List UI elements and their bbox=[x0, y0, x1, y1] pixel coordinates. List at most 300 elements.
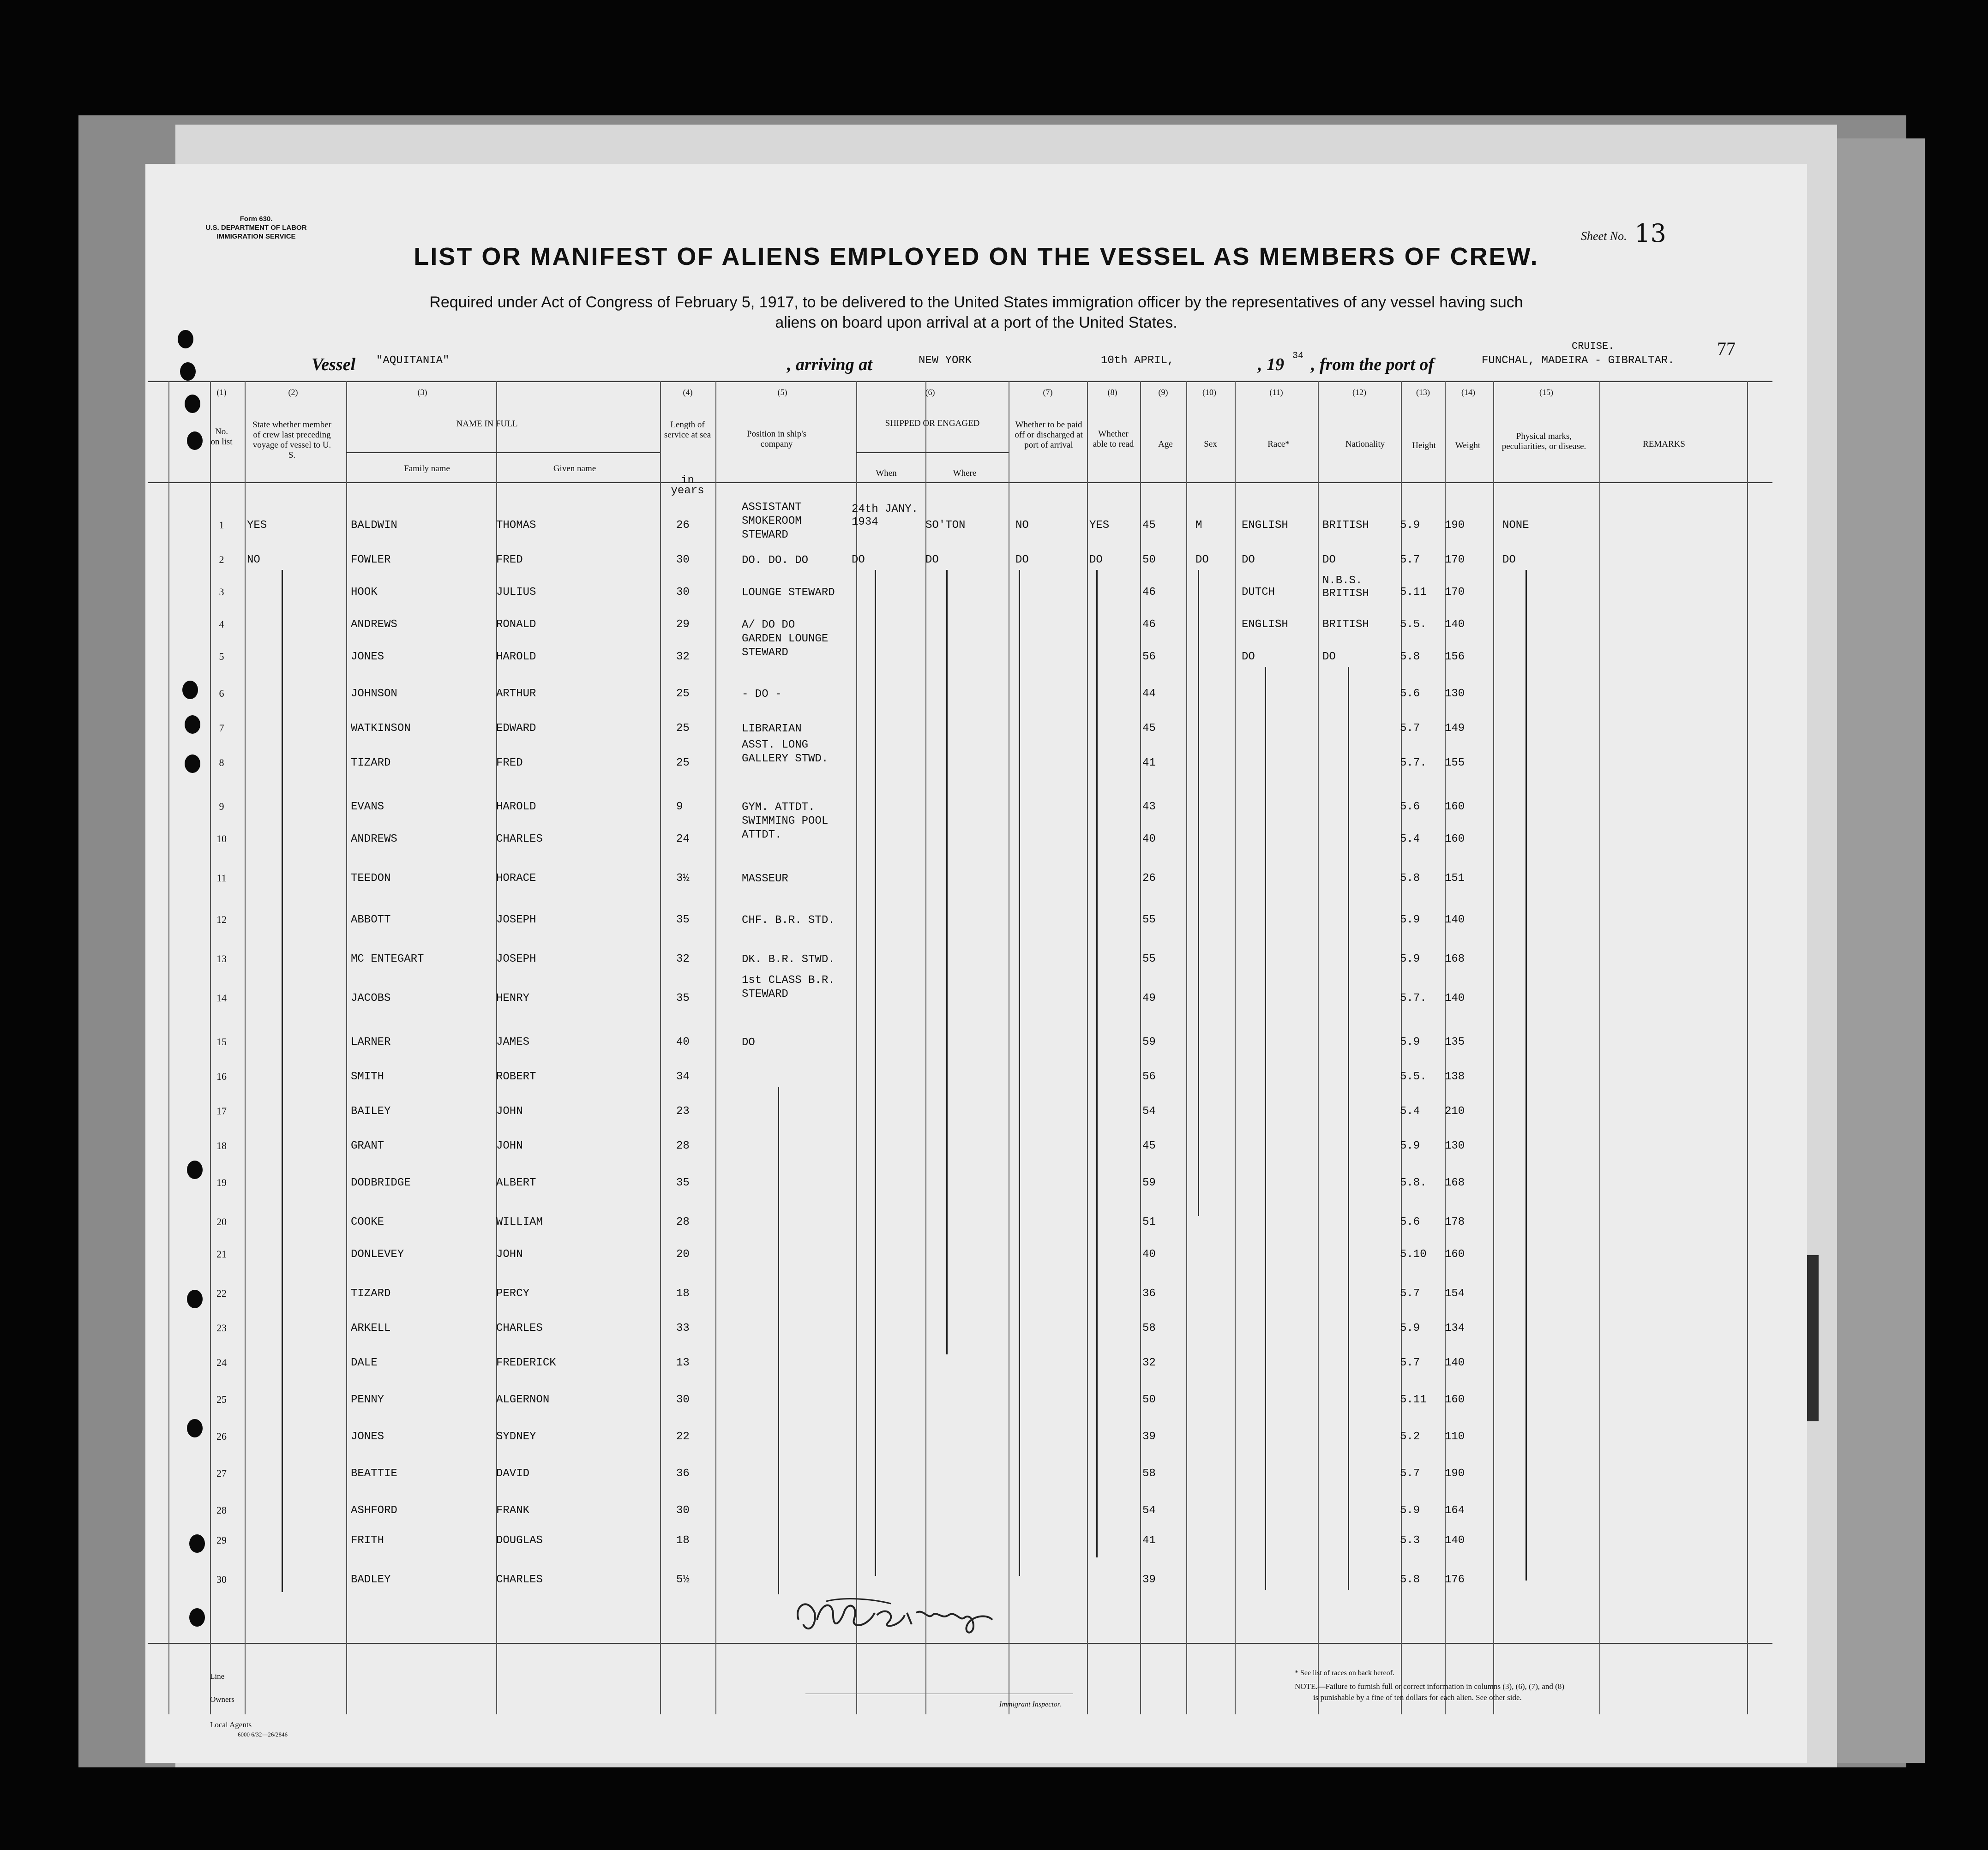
service-years-cell: 35 bbox=[676, 1177, 690, 1189]
form-identifier bbox=[182, 215, 330, 241]
given-name-cell: HAROLD bbox=[496, 651, 536, 663]
sex-cell: DO bbox=[1195, 554, 1209, 566]
footer-note-line-1: NOTE.—Failure to furnish full or correct information in columns (3), (6), (7), and (8) bbox=[1295, 1682, 1564, 1691]
weight-cell: 160 bbox=[1445, 1394, 1465, 1406]
position-cell: ASST. LONG GALLERY STWD. bbox=[742, 739, 829, 765]
position-cell: DO. DO. DO bbox=[742, 554, 809, 567]
height-cell: 5.9 bbox=[1400, 914, 1420, 926]
row-number: 17 bbox=[216, 1105, 227, 1117]
service-years-cell: 30 bbox=[676, 586, 690, 599]
ditto-stroke bbox=[1198, 570, 1199, 1216]
service-label: IMMIGRATION SERVICE bbox=[216, 233, 296, 240]
age-cell: 40 bbox=[1142, 1248, 1156, 1261]
age-cell: 45 bbox=[1142, 1140, 1156, 1152]
punch-hole bbox=[178, 330, 193, 348]
able-to-read-cell: YES bbox=[1089, 519, 1110, 532]
row-number: 7 bbox=[219, 722, 224, 734]
column-number: (15) bbox=[1539, 388, 1553, 397]
height-cell: 5.6 bbox=[1400, 1216, 1420, 1228]
family-name-cell: FOWLER bbox=[351, 554, 391, 566]
height-cell: 5.7 bbox=[1400, 722, 1420, 735]
header-in-years: in years bbox=[671, 474, 704, 497]
family-name-cell: JONES bbox=[351, 651, 384, 663]
column-divider bbox=[856, 381, 857, 1714]
weight-cell: 155 bbox=[1445, 757, 1465, 769]
age-cell: 50 bbox=[1142, 1394, 1156, 1406]
sex-cell: M bbox=[1195, 519, 1202, 532]
height-cell: 5.3 bbox=[1400, 1534, 1420, 1547]
ditto-stroke bbox=[778, 1087, 779, 1594]
service-years-cell: 35 bbox=[676, 992, 690, 1005]
punch-hole bbox=[189, 1608, 205, 1627]
age-cell: 36 bbox=[1142, 1287, 1156, 1300]
column-number: (5) bbox=[777, 388, 787, 397]
sheet-number-value: 13 bbox=[1634, 219, 1666, 248]
age-cell: 59 bbox=[1142, 1036, 1156, 1048]
column-number: (12) bbox=[1352, 388, 1366, 397]
ditto-stroke bbox=[1096, 570, 1098, 1557]
header-paid-off: Whether to be paid off or discharged at port of arrival bbox=[1015, 420, 1083, 450]
shipped-when-cell: 24th JANY. 1934 bbox=[852, 503, 919, 528]
weight-cell: 149 bbox=[1445, 722, 1465, 735]
row-number: 18 bbox=[216, 1140, 227, 1151]
shipped-when-cell: DO bbox=[852, 554, 865, 566]
height-cell: 5.6 bbox=[1400, 801, 1420, 813]
header-remarks: REMARKS bbox=[1643, 439, 1685, 449]
row-number: 30 bbox=[216, 1574, 227, 1585]
row-number: 9 bbox=[219, 801, 224, 812]
punch-hole bbox=[185, 395, 200, 413]
header-no-on-list: No. on list bbox=[210, 427, 233, 447]
family-name-cell: TIZARD bbox=[351, 1287, 391, 1300]
weight-cell: 140 bbox=[1445, 992, 1465, 1005]
header-where: Where bbox=[953, 468, 977, 478]
position-cell: A/ DO DO bbox=[742, 619, 795, 631]
height-cell: 5.9 bbox=[1400, 1322, 1420, 1335]
service-years-cell: 9 bbox=[676, 801, 683, 813]
height-cell: 5.11 bbox=[1400, 586, 1427, 599]
family-name-cell: ABBOTT bbox=[351, 914, 391, 926]
table-bottom-rule bbox=[148, 1643, 1772, 1644]
paid-off-cell: NO bbox=[1015, 519, 1029, 532]
header-given-name: Given name bbox=[553, 464, 596, 473]
weight-cell: 130 bbox=[1445, 688, 1465, 700]
position-cell: CHF. B.R. STD. bbox=[742, 914, 835, 927]
age-cell: 32 bbox=[1142, 1357, 1156, 1369]
given-name-cell: FRED bbox=[496, 554, 523, 566]
given-name-cell: CHARLES bbox=[496, 1574, 543, 1586]
ditto-stroke bbox=[946, 570, 948, 1354]
able-to-read-cell: DO bbox=[1089, 554, 1103, 566]
row-number: 2 bbox=[219, 554, 224, 565]
header-able-to-read: Whether able to read bbox=[1093, 429, 1134, 449]
service-years-cell: 5½ bbox=[676, 1574, 690, 1586]
position-cell: GARDEN LOUNGE STEWARD bbox=[742, 633, 829, 659]
column-number: (13) bbox=[1416, 388, 1430, 397]
given-name-cell: JOSEPH bbox=[496, 914, 536, 926]
column-number: (2) bbox=[288, 388, 298, 397]
family-name-cell: ASHFORD bbox=[351, 1504, 397, 1517]
weight-cell: 140 bbox=[1445, 618, 1465, 631]
service-years-cell: 32 bbox=[676, 651, 690, 663]
sheet-number bbox=[1581, 217, 1666, 246]
age-cell: 39 bbox=[1142, 1431, 1156, 1443]
service-years-cell: 25 bbox=[676, 688, 690, 700]
service-years-cell: 33 bbox=[676, 1322, 690, 1335]
weight-cell: 140 bbox=[1445, 1357, 1465, 1369]
arriving-label: , arriving at bbox=[787, 355, 872, 374]
row-number: 26 bbox=[216, 1431, 227, 1442]
year-label: , 19 bbox=[1258, 355, 1284, 374]
height-cell: 5.10 bbox=[1400, 1248, 1427, 1261]
position-cell: - DO - bbox=[742, 688, 782, 700]
row-number: 27 bbox=[216, 1467, 227, 1479]
given-name-cell: HORACE bbox=[496, 872, 536, 885]
row-number: 10 bbox=[216, 833, 227, 844]
weight-cell: 160 bbox=[1445, 1248, 1465, 1261]
position-cell: DK. B.R. STWD. bbox=[742, 953, 835, 966]
given-name-cell: FRED bbox=[496, 757, 523, 769]
height-cell: 5.2 bbox=[1400, 1431, 1420, 1443]
family-name-cell: TEEDON bbox=[351, 872, 391, 885]
age-cell: 45 bbox=[1142, 722, 1156, 735]
column-number: (11) bbox=[1269, 388, 1283, 397]
departure-port: FUNCHAL, MADEIRA - GIBRALTAR. bbox=[1482, 354, 1675, 367]
given-name-cell: CHARLES bbox=[496, 1322, 543, 1335]
height-cell: 5.7 bbox=[1400, 1357, 1420, 1369]
position-cell: DO bbox=[742, 1036, 755, 1049]
header-shipped-engaged: SHIPPED OR ENGAGED bbox=[885, 419, 980, 428]
position-cell: LIBRARIAN bbox=[742, 723, 802, 735]
cruise-note: CRUISE. bbox=[1572, 341, 1615, 352]
given-name-cell: JOHN bbox=[496, 1140, 523, 1152]
height-cell: 5.8 bbox=[1400, 1574, 1420, 1586]
ditto-stroke bbox=[1019, 570, 1020, 1576]
footer-race-note: * See list of races on back hereof. bbox=[1295, 1669, 1394, 1677]
weight-cell: 176 bbox=[1445, 1574, 1465, 1586]
footer-agents-label: Local Agents bbox=[210, 1720, 252, 1729]
height-cell: 5.9 bbox=[1400, 519, 1420, 532]
position-cell: SWIMMING POOL ATTDT. bbox=[742, 815, 829, 841]
header-member-prev: State whether member of crew last preceding voyage of vessel to U. S. bbox=[252, 420, 331, 460]
family-name-cell: SMITH bbox=[351, 1071, 384, 1083]
nationality-cell: BRITISH bbox=[1322, 618, 1369, 631]
from-port-label: , from the port of bbox=[1311, 355, 1435, 374]
column-number: (6) bbox=[925, 388, 935, 397]
given-name-cell: WILLIAM bbox=[496, 1216, 543, 1228]
punch-hole bbox=[185, 754, 200, 773]
height-cell: 5.8. bbox=[1400, 1177, 1427, 1189]
family-name-cell: MC ENTEGART bbox=[351, 953, 424, 965]
row-number: 20 bbox=[216, 1216, 227, 1227]
given-name-cell: THOMAS bbox=[496, 519, 536, 532]
footer-owners-label: Owners bbox=[210, 1695, 234, 1704]
given-name-cell: JOHN bbox=[496, 1248, 523, 1261]
service-years-cell: 22 bbox=[676, 1431, 690, 1443]
vessel-name: "AQUITANIA" bbox=[376, 354, 450, 367]
weight-cell: 190 bbox=[1445, 519, 1465, 532]
paid-off-cell: DO bbox=[1015, 554, 1029, 566]
height-cell: 5.6 bbox=[1400, 688, 1420, 700]
service-years-cell: 18 bbox=[676, 1534, 690, 1547]
height-cell: 5.11 bbox=[1400, 1394, 1427, 1406]
row-number: 11 bbox=[216, 872, 227, 884]
nationality-cell: N.B.S. BRITISH bbox=[1322, 575, 1369, 600]
column-number: (7) bbox=[1043, 388, 1053, 397]
column-divider bbox=[1140, 381, 1141, 1714]
given-name-cell: JULIUS bbox=[496, 586, 536, 599]
given-name-cell: EDWARD bbox=[496, 722, 536, 735]
row-number: 23 bbox=[216, 1322, 227, 1334]
height-cell: 5.7. bbox=[1400, 992, 1427, 1005]
age-cell: 40 bbox=[1142, 833, 1156, 845]
given-name-cell: SYDNEY bbox=[496, 1431, 536, 1443]
form-number: Form 630. bbox=[240, 215, 273, 223]
column-number: (1) bbox=[216, 388, 227, 397]
ditto-stroke bbox=[875, 570, 876, 1576]
given-name-cell: ALBERT bbox=[496, 1177, 536, 1189]
family-name-cell: TIZARD bbox=[351, 757, 391, 769]
service-years-cell: 23 bbox=[676, 1105, 690, 1118]
column-divider bbox=[1318, 381, 1319, 1714]
weight-cell: 160 bbox=[1445, 833, 1465, 845]
service-years-cell: 3½ bbox=[676, 872, 690, 885]
header-length-service: Length of service at sea bbox=[664, 420, 711, 440]
age-cell: 26 bbox=[1142, 872, 1156, 885]
column-divider bbox=[168, 381, 169, 1714]
race-cell: DO bbox=[1242, 554, 1255, 566]
weight-cell: 156 bbox=[1445, 651, 1465, 663]
column-divider bbox=[925, 381, 926, 1714]
service-years-cell: 26 bbox=[676, 519, 690, 532]
height-cell: 5.7 bbox=[1400, 1287, 1420, 1300]
given-name-cell: FREDERICK bbox=[496, 1357, 556, 1369]
given-name-cell: PERCY bbox=[496, 1287, 530, 1300]
age-cell: 41 bbox=[1142, 757, 1156, 769]
family-name-cell: DALE bbox=[351, 1357, 378, 1369]
family-name-cell: FRITH bbox=[351, 1534, 384, 1547]
age-cell: 56 bbox=[1142, 1071, 1156, 1083]
row-number: 19 bbox=[216, 1177, 227, 1188]
age-cell: 56 bbox=[1142, 651, 1156, 663]
weight-cell: 170 bbox=[1445, 586, 1465, 599]
family-name-cell: GRANT bbox=[351, 1140, 384, 1152]
age-cell: 58 bbox=[1142, 1322, 1156, 1335]
row-number: 22 bbox=[216, 1287, 227, 1299]
weight-cell: 170 bbox=[1445, 554, 1465, 566]
row-number: 14 bbox=[216, 992, 227, 1004]
row-number: 4 bbox=[219, 618, 224, 630]
voyage-line bbox=[312, 341, 1766, 378]
family-name-cell: DONLEVEY bbox=[351, 1248, 404, 1261]
height-cell: 5.5. bbox=[1400, 1071, 1427, 1083]
given-name-cell: JAMES bbox=[496, 1036, 530, 1048]
age-cell: 49 bbox=[1142, 992, 1156, 1005]
weight-cell: 138 bbox=[1445, 1071, 1465, 1083]
weight-cell: 134 bbox=[1445, 1322, 1465, 1335]
manifest-page bbox=[145, 164, 1807, 1763]
service-years-cell: 40 bbox=[676, 1036, 690, 1048]
row-number: 12 bbox=[216, 914, 227, 925]
subtitle-line-1: Required under Act of Congress of February 5, 1917, to be delivered to the United States immigration officer by the representatives of any vessel having such bbox=[429, 293, 1523, 311]
weight-cell: 140 bbox=[1445, 914, 1465, 926]
row-number: 8 bbox=[219, 757, 224, 768]
punch-hole bbox=[180, 362, 196, 381]
weight-cell: 160 bbox=[1445, 801, 1465, 813]
family-name-cell: WATKINSON bbox=[351, 722, 411, 735]
row-number: 29 bbox=[216, 1534, 227, 1546]
page-subtitle bbox=[284, 292, 1669, 333]
height-cell: 5.9 bbox=[1400, 1036, 1420, 1048]
given-name-cell: JOSEPH bbox=[496, 953, 536, 965]
height-cell: 5.5. bbox=[1400, 618, 1427, 631]
nationality-cell: DO bbox=[1322, 651, 1336, 663]
age-cell: 44 bbox=[1142, 688, 1156, 700]
age-cell: 46 bbox=[1142, 618, 1156, 631]
service-years-cell: 34 bbox=[676, 1071, 690, 1083]
ditto-stroke bbox=[1526, 570, 1527, 1581]
header-height: Height bbox=[1412, 441, 1436, 450]
weight-cell: 135 bbox=[1445, 1036, 1465, 1048]
race-cell: DUTCH bbox=[1242, 586, 1275, 599]
column-divider bbox=[1087, 381, 1088, 1714]
height-cell: 5.8 bbox=[1400, 872, 1420, 885]
header-sex: Sex bbox=[1204, 439, 1217, 449]
header-age: Age bbox=[1158, 439, 1173, 449]
header-physical-marks: Physical marks, peculiarities, or disease. bbox=[1502, 431, 1586, 451]
punch-hole bbox=[189, 1534, 205, 1553]
page-title: LIST OR MANIFEST OF ALIENS EMPLOYED ON THE VESSEL AS MEMBERS OF CREW. bbox=[414, 243, 1539, 270]
height-cell: 5.9 bbox=[1400, 953, 1420, 965]
physical-marks-cell: DO bbox=[1502, 554, 1516, 566]
given-name-cell: ALGERNON bbox=[496, 1394, 550, 1406]
inspector-signature bbox=[789, 1587, 1029, 1643]
weight-cell: 164 bbox=[1445, 1504, 1465, 1517]
service-years-cell: 25 bbox=[676, 722, 690, 735]
column-number: (4) bbox=[683, 388, 693, 397]
service-years-cell: 28 bbox=[676, 1216, 690, 1228]
page-number: 77 bbox=[1717, 338, 1736, 359]
header-sub-rule bbox=[346, 452, 660, 453]
family-name-cell: ARKELL bbox=[351, 1322, 391, 1335]
column-divider bbox=[660, 381, 661, 1714]
family-name-cell: BEATTIE bbox=[351, 1467, 397, 1480]
punch-hole bbox=[187, 1419, 203, 1437]
race-cell: DO bbox=[1242, 651, 1255, 663]
column-number: (9) bbox=[1158, 388, 1168, 397]
race-cell: ENGLISH bbox=[1242, 618, 1288, 631]
family-name-cell: ANDREWS bbox=[351, 833, 397, 845]
vessel-label: Vessel bbox=[312, 355, 355, 374]
given-name-cell: HAROLD bbox=[496, 801, 536, 813]
header-weight: Weight bbox=[1455, 441, 1481, 450]
weight-cell: 151 bbox=[1445, 872, 1465, 885]
age-cell: 39 bbox=[1142, 1574, 1156, 1586]
column-divider bbox=[1747, 381, 1748, 1714]
row-number: 6 bbox=[219, 688, 224, 699]
shipped-where-cell: SO'TON bbox=[925, 519, 966, 532]
family-name-cell: ANDREWS bbox=[351, 618, 397, 631]
member-prev-cell: YES bbox=[247, 519, 267, 532]
header-top-rule bbox=[148, 381, 1772, 382]
weight-cell: 210 bbox=[1445, 1105, 1465, 1118]
age-cell: 51 bbox=[1142, 1216, 1156, 1228]
given-name-cell: ARTHUR bbox=[496, 688, 536, 700]
service-years-cell: 30 bbox=[676, 1394, 690, 1406]
given-name-cell: DOUGLAS bbox=[496, 1534, 543, 1547]
row-number: 5 bbox=[219, 651, 224, 662]
service-years-cell: 30 bbox=[676, 1504, 690, 1517]
column-number: (10) bbox=[1202, 388, 1216, 397]
punch-hole bbox=[185, 715, 200, 734]
column-number: (8) bbox=[1107, 388, 1117, 397]
position-cell: LOUNGE STEWARD bbox=[742, 587, 835, 599]
column-number: (14) bbox=[1461, 388, 1475, 397]
family-name-cell: JACOBS bbox=[351, 992, 391, 1005]
weight-cell: 168 bbox=[1445, 953, 1465, 965]
weight-cell: 154 bbox=[1445, 1287, 1465, 1300]
age-cell: 50 bbox=[1142, 554, 1156, 566]
height-cell: 5.7 bbox=[1400, 554, 1420, 566]
service-years-cell: 13 bbox=[676, 1357, 690, 1369]
column-number: (3) bbox=[417, 388, 427, 397]
age-cell: 46 bbox=[1142, 586, 1156, 599]
service-years-cell: 30 bbox=[676, 554, 690, 566]
row-number: 24 bbox=[216, 1357, 227, 1368]
age-cell: 41 bbox=[1142, 1534, 1156, 1547]
family-name-cell: JONES bbox=[351, 1431, 384, 1443]
footer-print-code: 6000 6/32—26/2846 bbox=[238, 1731, 288, 1738]
age-cell: 54 bbox=[1142, 1105, 1156, 1118]
department-label: U.S. DEPARTMENT OF LABOR bbox=[205, 224, 307, 232]
position-cell: MASSEUR bbox=[742, 873, 788, 885]
punch-hole bbox=[182, 681, 198, 699]
arrival-date: 10th APRIL, bbox=[1101, 354, 1174, 367]
position-cell: GYM. ATTDT. bbox=[742, 801, 815, 814]
column-divider bbox=[1599, 381, 1600, 1714]
ditto-stroke bbox=[1348, 667, 1349, 1590]
service-years-cell: 28 bbox=[676, 1140, 690, 1152]
arrival-port: NEW YORK bbox=[919, 354, 972, 367]
punch-hole bbox=[187, 1290, 203, 1308]
nationality-cell: DO bbox=[1322, 554, 1336, 566]
given-name-cell: CHARLES bbox=[496, 833, 543, 845]
header-nationality: Nationality bbox=[1345, 439, 1385, 449]
header-name-in-full: NAME IN FULL bbox=[456, 419, 518, 429]
footer-note-line-2: is punishable by a fine of ten dollars for each alien. See other side. bbox=[1313, 1693, 1522, 1702]
age-cell: 45 bbox=[1142, 519, 1156, 532]
header-when: When bbox=[876, 468, 897, 478]
given-name-cell: DAVID bbox=[496, 1467, 530, 1480]
ditto-stroke bbox=[282, 570, 283, 1592]
height-cell: 5.7 bbox=[1400, 1467, 1420, 1480]
sheet-number-label: Sheet No. bbox=[1581, 229, 1627, 243]
nationality-cell: BRITISH bbox=[1322, 519, 1369, 532]
header-bottom-rule bbox=[148, 482, 1772, 483]
footer-line-label: Line bbox=[210, 1672, 225, 1681]
position-cell: ASSISTANT SMOKEROOM STEWARD bbox=[742, 501, 802, 541]
family-name-cell: PENNY bbox=[351, 1394, 384, 1406]
service-years-cell: 32 bbox=[676, 953, 690, 965]
arrival-year: 34 bbox=[1292, 351, 1304, 361]
punch-hole bbox=[187, 431, 203, 450]
height-cell: 5.4 bbox=[1400, 1105, 1420, 1118]
row-number: 25 bbox=[216, 1394, 227, 1405]
column-divider bbox=[346, 381, 347, 1714]
row-number: 15 bbox=[216, 1036, 227, 1048]
family-name-cell: JOHNSON bbox=[351, 688, 397, 700]
age-cell: 43 bbox=[1142, 801, 1156, 813]
